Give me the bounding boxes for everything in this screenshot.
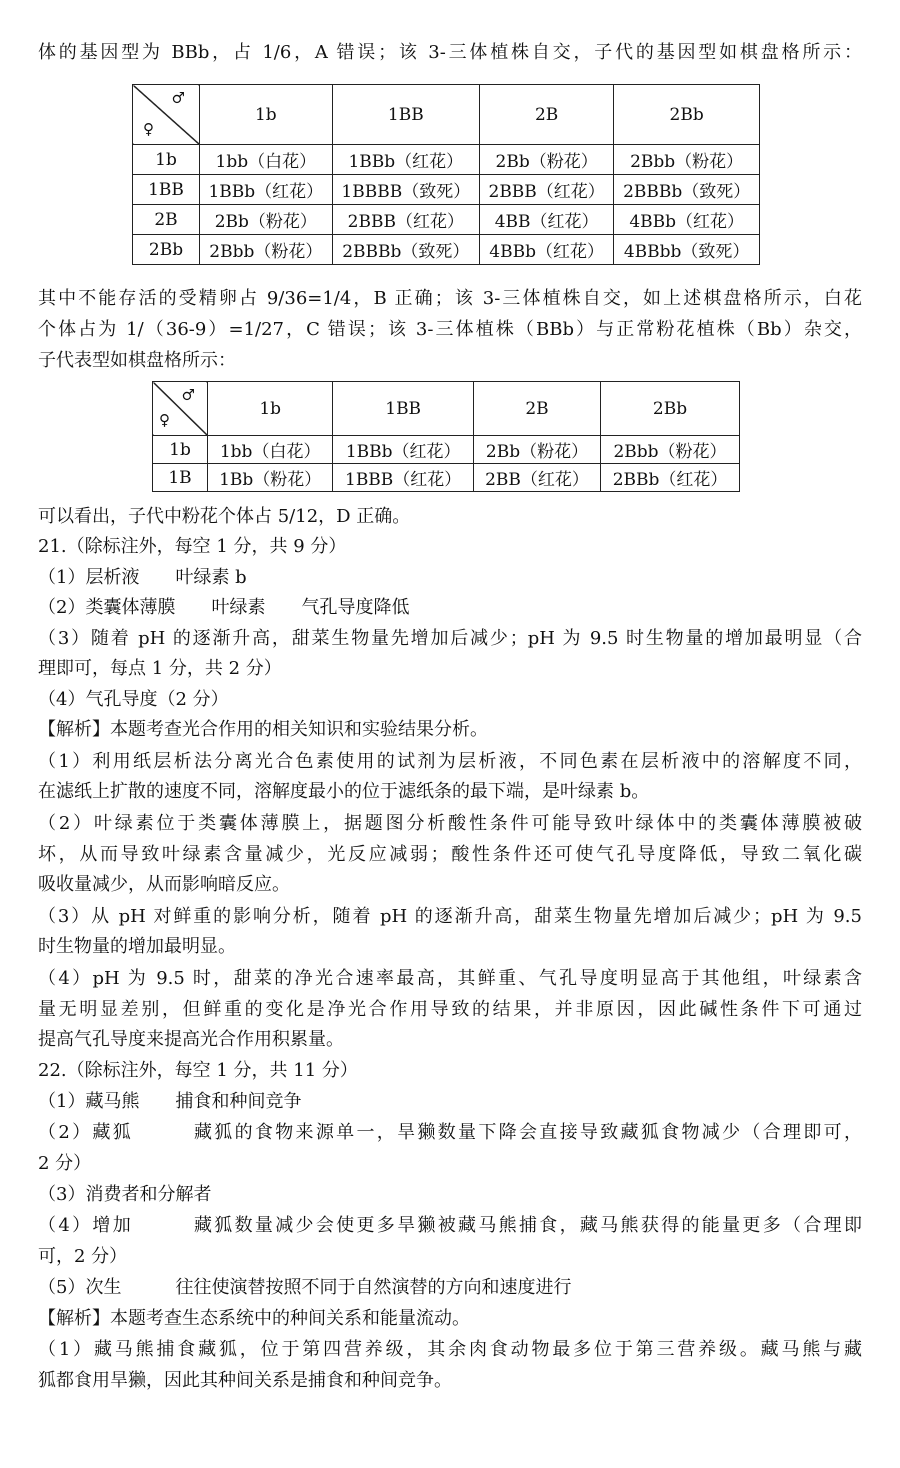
question-heading: 21.（除标注外，每空 1 分，共 9 分） [38, 536, 347, 557]
answer-line: （3）随着 pH 的逐渐升高，甜菜生物量先增加后减少；pH 为 9.5 时生物量的增加最明显（合 [38, 628, 862, 649]
analysis-line: 时生物量的增加最明显。 [38, 936, 236, 957]
table-corner [133, 85, 200, 145]
answer-line: （3）消费者和分解者 [38, 1184, 212, 1205]
column-header: 1b [200, 85, 333, 145]
answer-line: 可，2 分） [38, 1246, 128, 1267]
column-header: 1BB [333, 382, 474, 436]
table-row [133, 145, 760, 175]
table-cell: 2Bbb（粉花） [601, 436, 740, 464]
male-symbol-icon: ♂ [181, 386, 195, 404]
answer-line: （4）气孔导度（2 分） [38, 689, 229, 710]
table-cell: 1Bb（粉花） [208, 464, 333, 492]
answer-line: （5）次生 往往使演替按照不同于自然演替的方向和速度进行 [38, 1277, 572, 1298]
table-cell: 2BBBb（致死） [614, 175, 760, 205]
column-header: 2B [473, 382, 600, 436]
table-cell: 1BBb（红花） [332, 145, 479, 175]
analysis-heading: 【解析】本题考查生态系统中的种间关系和能量流动。 [38, 1308, 470, 1329]
table-cell: 4BBb（红花） [479, 235, 613, 265]
table-cell: 1BBB（红花） [333, 464, 474, 492]
text-line: 子代表型如棋盘格所示： [38, 350, 236, 371]
question-heading: 22.（除标注外，每空 1 分，共 11 分） [38, 1060, 358, 1081]
analysis-line: 狐都食用旱獭，因此其种间关系是捕食和种间竞争。 [38, 1370, 452, 1391]
answer-line: （1）层析液 叶绿素 b [38, 567, 247, 588]
table-cell: 2Bbb（粉花） [614, 145, 760, 175]
analysis-heading: 【解析】本题考查光合作用的相关知识和实验结果分析。 [38, 719, 488, 740]
table-cell: 2Bb（粉花） [473, 436, 600, 464]
answer-line: （1）藏马熊 捕食和种间竞争 [38, 1091, 302, 1112]
column-header: 2Bb [614, 85, 760, 145]
row-header: 2B [133, 205, 200, 235]
table-cell: 1BBb（红花） [333, 436, 474, 464]
table-row [153, 436, 740, 464]
text-line: 其中不能存活的受精卵占 9/36=1/4，B 正确；该 3-三体植株自交，如上述棋盘格所示，白花 [38, 288, 862, 309]
analysis-line: （3）从 pH 对鲜重的影响分析，随着 pH 的逐渐升高，甜菜生物量先增加后减少；pH 为 9.5 [38, 906, 862, 927]
table-cell: 2BBb（红花） [601, 464, 740, 492]
table-cell: 2Bb（粉花） [479, 145, 613, 175]
column-header: 1BB [332, 85, 479, 145]
table-corner [153, 382, 208, 436]
column-header: 2B [479, 85, 613, 145]
table-row [133, 235, 760, 265]
male-symbol-icon: ♂ [171, 89, 185, 107]
answer-line: （2）藏狐 藏狐的食物来源单一，旱獭数量下降会直接导致藏狐食物减少（合理即可， [38, 1122, 862, 1143]
table-cell: 4BBb（红花） [614, 205, 760, 235]
table-cell: 2Bbb（粉花） [200, 235, 333, 265]
table-cell: 4BB（红花） [479, 205, 613, 235]
row-header: 1b [153, 436, 208, 464]
answer-line: 理即可，每点 1 分，共 2 分） [38, 658, 282, 679]
analysis-line: 提高气孔导度来提高光合作用积累量。 [38, 1029, 344, 1050]
analysis-line: 坏，从而导致叶绿素含量减少，光反应减弱；酸性条件还可使气孔导度降低，导致二氧化碳 [38, 844, 862, 865]
table-cell: 2BBB（红花） [479, 175, 613, 205]
table-cell: 1BBb（红花） [200, 175, 333, 205]
analysis-line: （1）藏马熊捕食藏狐，位于第四营养级，其余肉食动物最多位于第三营养级。藏马熊与藏 [38, 1339, 862, 1360]
table-cell: 2Bb（粉花） [200, 205, 333, 235]
text-line: 体的基因型为 BBb，占 1/6，A 错误；该 3-三体植株自交，子代的基因型如棋盘格所示： [38, 42, 862, 63]
row-header: 2Bb [133, 235, 200, 265]
analysis-line: 在滤纸上扩散的速度不同，溶解度最小的位于滤纸条的最下端，是叶绿素 b。 [38, 781, 650, 802]
table-cell: 2BB（红花） [473, 464, 600, 492]
row-header: 1BB [133, 175, 200, 205]
table-cell: 4BBbb（致死） [614, 235, 760, 265]
analysis-line: 吸收量减少，从而影响暗反应。 [38, 874, 290, 895]
answer-line: 2 分） [38, 1153, 92, 1174]
table-row [153, 464, 740, 492]
answer-line: （2）类囊体薄膜 叶绿素 气孔导度降低 [38, 597, 410, 618]
table-cell: 1BBBB（致死） [332, 175, 479, 205]
table-cell: 1bb（白花） [200, 145, 333, 175]
table-row [133, 205, 760, 235]
punnett-table-selfing [132, 84, 760, 265]
row-header: 1b [133, 145, 200, 175]
analysis-line: （2）叶绿素位于类囊体薄膜上，据题图分析酸性条件可能导致叶绿体中的类囊体薄膜被破 [38, 813, 862, 834]
analysis-line: （4）pH 为 9.5 时，甜菜的净光合速率最高，其鲜重、气孔导度明显高于其他组，叶绿素含 [38, 968, 862, 989]
column-header: 2Bb [601, 382, 740, 436]
table-cell: 2BBB（红花） [332, 205, 479, 235]
table-cell: 1bb（白花） [208, 436, 333, 464]
text-line: 可以看出，子代中粉花个体占 5/12，D 正确。 [38, 506, 411, 527]
table-row [133, 175, 760, 205]
answer-line: （4）增加 藏狐数量减少会使更多旱獭被藏马熊捕食，藏马熊获得的能量更多（合理即 [38, 1215, 862, 1236]
female-symbol-icon: ♀ [143, 120, 154, 138]
female-symbol-icon: ♀ [159, 411, 170, 429]
analysis-line: 量无明显差别，但鲜重的变化是净光合作用导致的结果，并非原因，因此碱性条件下可通过 [38, 999, 862, 1020]
column-header: 1b [208, 382, 333, 436]
text-line: 个体占为 1/（36-9）=1/27，C 错误；该 3-三体植株（BBb）与正常粉花植株（Bb）杂交， [38, 319, 862, 340]
row-header: 1B [153, 464, 208, 492]
punnett-table-cross [152, 381, 740, 492]
analysis-line: （1）利用纸层析法分离光合色素使用的试剂为层析液，不同色素在层析液中的溶解度不同， [38, 751, 862, 772]
table-cell: 2BBBb（致死） [332, 235, 479, 265]
